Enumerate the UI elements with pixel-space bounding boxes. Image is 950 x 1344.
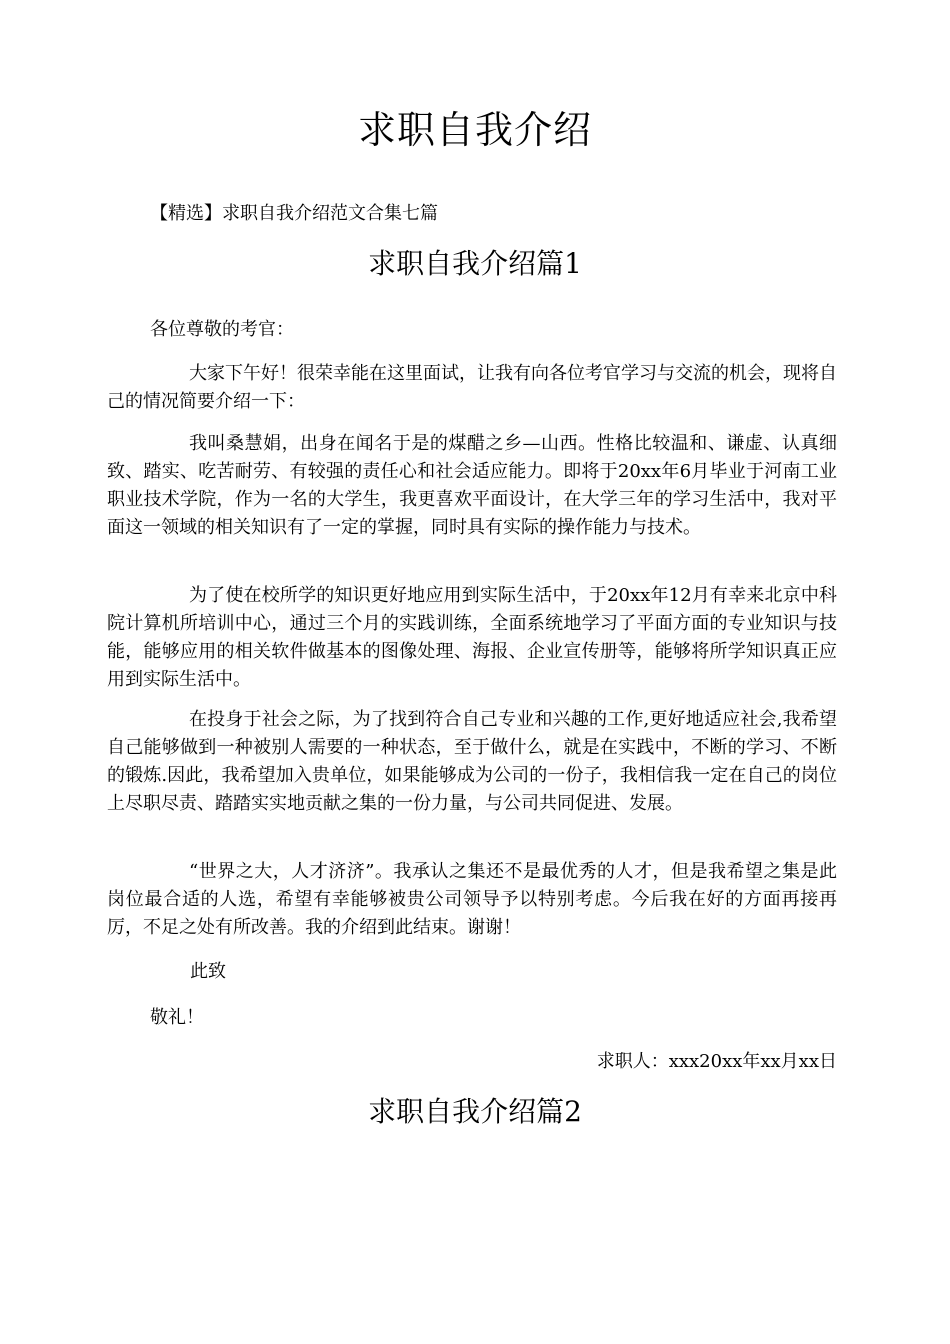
salutation: 各位尊敬的考官： [150,319,294,340]
section-heading-1: 求职自我介绍篇1 [368,247,582,280]
paragraph-2: 我叫桑慧娟，出身在闻名于是的煤醋之乡—山西。性格比较温和、谦虚、认真细致、踏实、吃苦耐劳、有较强的责任心和社会适应能力。即将于20xx年6月毕业于河南工业职业技术学院，作为一名的大学生，我更喜欢平面设计，在大学三年的学习生活中，我对平面这一领域的相关知识有了一定的掌握，同时具有实际的操作能力与技术。 [107,433,837,538]
paragraph-5: “世界之大，人才济济”。我承认之集还不是最优秀的人才，但是我希望之集是此岗位最合适的人选，希望有幸能够被贵公司领导予以特别考虑。今后我在好的方面再接再厉，不足之处有所改善。我的介绍到此结束。谢谢！ [107,861,837,938]
paragraph-1: 大家下午好！很荣幸能在这里面试，让我有向各位考官学习与交流的机会，现将自己的情况简要介绍一下： [107,363,837,412]
document-title: 求职自我介绍 [357,108,592,152]
paragraph-4: 在投身于社会之际，为了找到符合自己专业和兴趣的工作,更好地适应社会,我希望自己能够做到一种被别人需要的一种状态，至于做什么，就是在实践中，不断的学习、不断的锻炼.因此，我希望加入贵单位，如果能够成为公司的一份子，我相信我一定在自己的岗位上尽职尽责、踏踏实实地贡献之集的一份力量，与公司共同促进、发展。 [107,709,837,814]
section-heading-2: 求职自我介绍篇2 [368,1095,582,1128]
closing-line-1: 此致 [190,961,226,982]
paragraph-3: 为了使在校所学的知识更好地应用到实际生活中，于20xx年12月有幸来北京中科院计算机所培训中心，通过三个月的实践训练，全面系统地学习了平面方面的专业知识与技能，能够应用的相关软件做基本的图像处理、海报、企业宣传册等，能够将所学知识真正应用到实际生活中。 [107,585,837,690]
document-subtitle: 【精选】求职自我介绍范文合集七篇 [150,203,438,224]
signature-line: 求职人：xxx20xx年xx月xx日 [596,1051,837,1072]
closing-line-2: 敬礼！ [150,1007,204,1028]
